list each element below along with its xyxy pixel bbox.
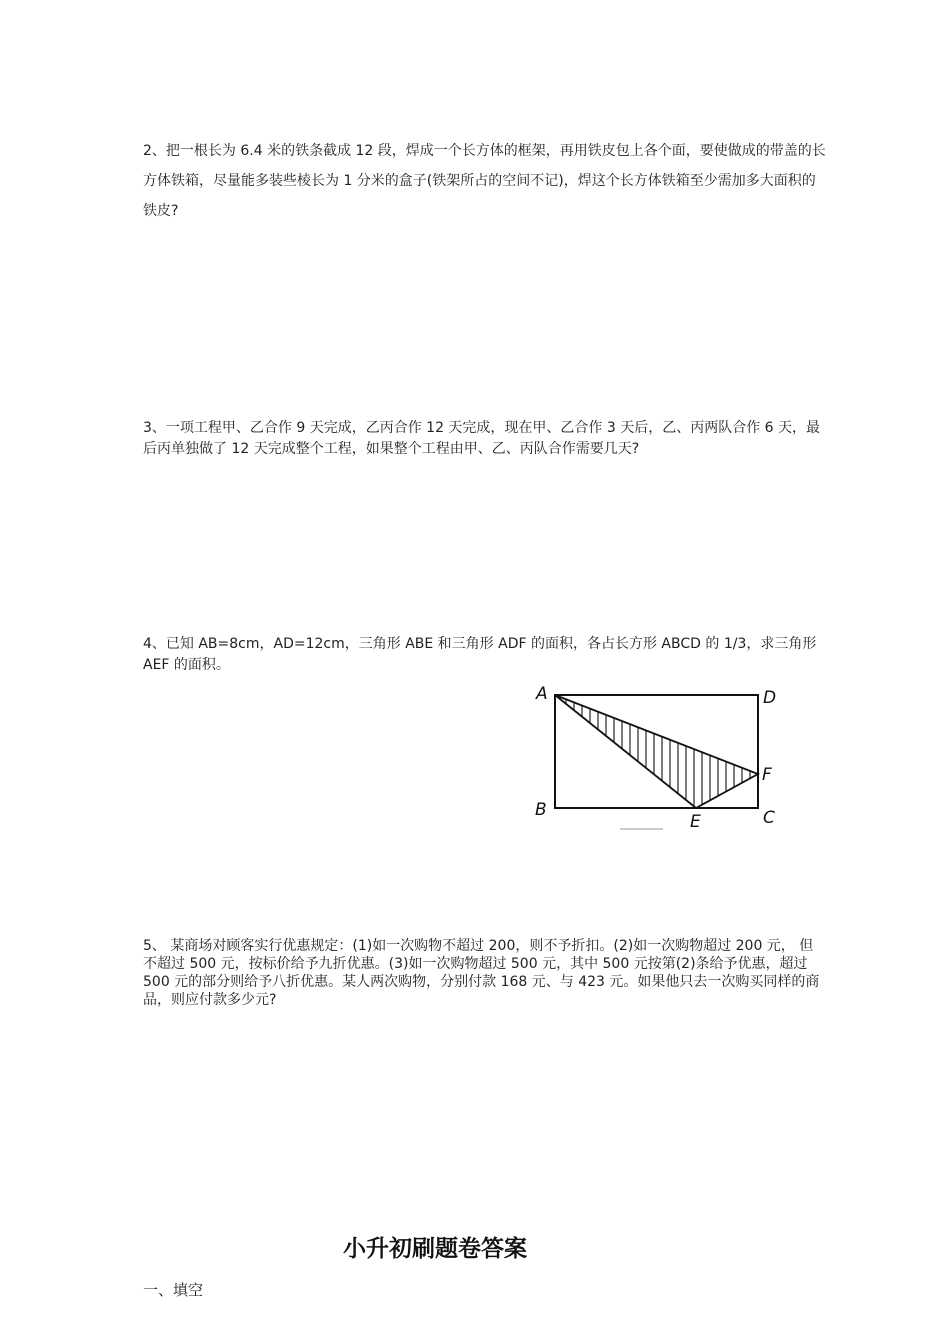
question-2: 2、把一根长为 6.4 米的铁条截成 12 段，焊成一个长方体的框架，再用铁皮包上各个面，要使做成的带盖的长方体铁箱，尽量能多装些棱长为 1 分米的盒子(铁架所占的空间不记)，焊这个长方体铁箱至少需加多大面积的铁皮? [143, 143, 826, 219]
section-heading-fill-in: 一、填空 [143, 1281, 204, 1299]
label-b: B [535, 800, 547, 820]
label-a: A [536, 684, 548, 704]
question-4: 4、已知 AB=8cm，AD=12cm，三角形 ABE 和三角形 ADF 的面积，各占长方形 ABCD 的 1/3，求三角形 AEF 的面积。 [143, 636, 817, 673]
rectangle-figure [530, 675, 790, 835]
label-d: D [763, 688, 777, 708]
geometry-diagram [530, 675, 790, 835]
triangle-aef-outline [555, 695, 758, 808]
label-e: E [690, 812, 701, 832]
question-5: 5、 某商场对顾客实行优惠规定：(1)如一次购物不超过 200，则不予折扣。(2)如一次购物超过 200 元， 但不超过 500 元，按标价给予九折优惠。(3)如一次购物超过 500 元，其中 500 元按第(2)条给予优惠，超过 500 元的部分则给予八折优惠。某人两次购物，分别付款 168 元、与 423 元。如果他只去一次购买同样的商品，则应付款多少元? [143, 938, 820, 1008]
label-f: F [762, 765, 772, 785]
question-3: 3、一项工程甲、乙合作 9 天完成，乙丙合作 12 天完成，现在甲、乙合作 3 天后，乙、丙两队合作 6 天，最后丙单独做了 12 天完成整个工程，如果整个工程由甲、乙、丙队合作需要几天? [143, 420, 821, 457]
answer-title: 小升初刷题卷答案 [343, 1236, 527, 1262]
label-c: C [763, 808, 775, 828]
